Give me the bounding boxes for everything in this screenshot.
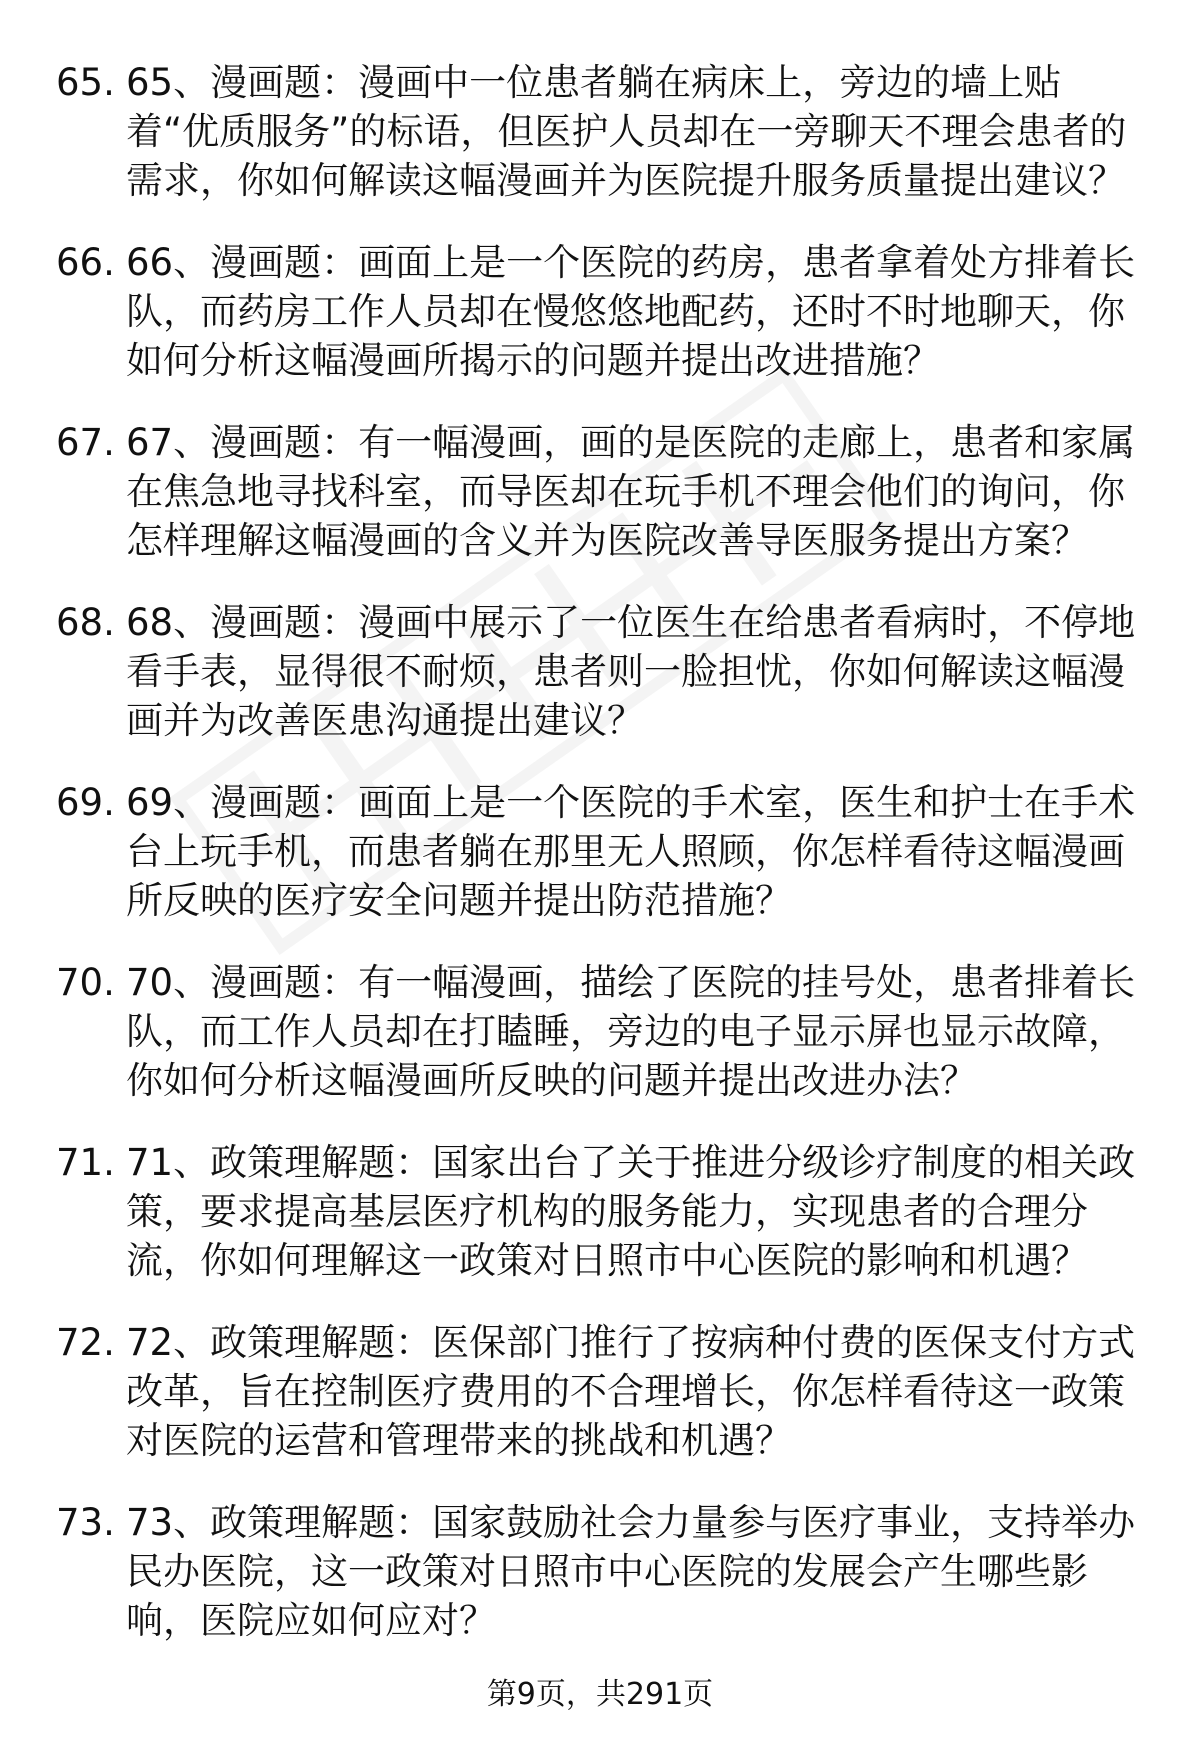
question-text: 72、政策理解题：医保部门推行了按病种付费的医保支付方式改革，旨在控制医疗费用的不合理增长，你怎样看待这一政策对医院的运营和管理带来的挑战和机遇？ — [126, 1321, 1136, 1462]
question-number: 71. — [56, 1141, 115, 1184]
question-number: 70. — [56, 961, 115, 1004]
question-text: 65、漫画题：漫画中一位患者躺在病床上，旁边的墙上贴着“优质服务”的标语，但医护人员却在一旁聊天不理会患者的需求，你如何解读这幅漫画并为医院提升服务质量提出建议？ — [126, 61, 1127, 202]
question-text: 70、漫画题：有一幅漫画，描绘了医院的挂号处，患者排着长队，而工作人员却在打瞌睡，旁边的电子显示屏也显示故障，你如何分析这幅漫画所反映的问题并提出改进办法？ — [126, 961, 1136, 1102]
question-number: 66. — [56, 241, 115, 284]
question-item-73 — [56, 1498, 1148, 1645]
question-number: 69. — [56, 781, 115, 824]
question-item-71 — [56, 1138, 1148, 1285]
question-number: 65. — [56, 61, 115, 104]
question-text: 73、政策理解题：国家鼓励社会力量参与医疗事业，支持举办民办医院，这一政策对日照市中心医院的发展会产生哪些影响，医院应如何应对？ — [126, 1501, 1136, 1642]
question-text: 66、漫画题：画面上是一个医院的药房，患者拿着处方排着长队，而药房工作人员却在慢悠悠地配药，还时不时地聊天，你如何分析这幅漫画所揭示的问题并提出改进措施？ — [126, 241, 1136, 382]
question-item-70 — [56, 958, 1148, 1105]
page-footer: 第9页，共291页 — [486, 1677, 714, 1712]
question-item-69 — [56, 778, 1148, 925]
question-number: 68. — [56, 601, 115, 644]
question-number: 67. — [56, 421, 115, 464]
question-text: 68、漫画题：漫画中展示了一位医生在给患者看病时，不停地看手表，显得很不耐烦，患者则一脸担忧，你如何解读这幅漫画并为改善医患沟通提出建议？ — [126, 601, 1136, 742]
question-list — [56, 58, 1148, 1678]
question-text: 71、政策理解题：国家出台了关于推进分级诊疗制度的相关政策，要求提高基层医疗机构的服务能力，实现患者的合理分流，你如何理解这一政策对日照市中心医院的影响和机遇？ — [126, 1141, 1136, 1282]
question-text: 69、漫画题：画面上是一个医院的手术室，医生和护士在手术台上玩手机，而患者躺在那里无人照顾，你怎样看待这幅漫画所反映的医疗安全问题并提出防范措施？ — [126, 781, 1136, 922]
question-item-65 — [56, 58, 1148, 205]
question-item-68 — [56, 598, 1148, 745]
question-number: 72. — [56, 1321, 115, 1364]
question-number: 73. — [56, 1501, 115, 1544]
question-item-66 — [56, 238, 1148, 385]
question-item-72 — [56, 1318, 1148, 1465]
question-text: 67、漫画题：有一幅漫画，画的是医院的走廊上，患者和家属在焦急地寻找科室，而导医却在玩手机不理会他们的询问，你怎样理解这幅漫画的含义并为医院改善导医服务提出方案？ — [126, 421, 1136, 562]
question-item-67 — [56, 418, 1148, 565]
